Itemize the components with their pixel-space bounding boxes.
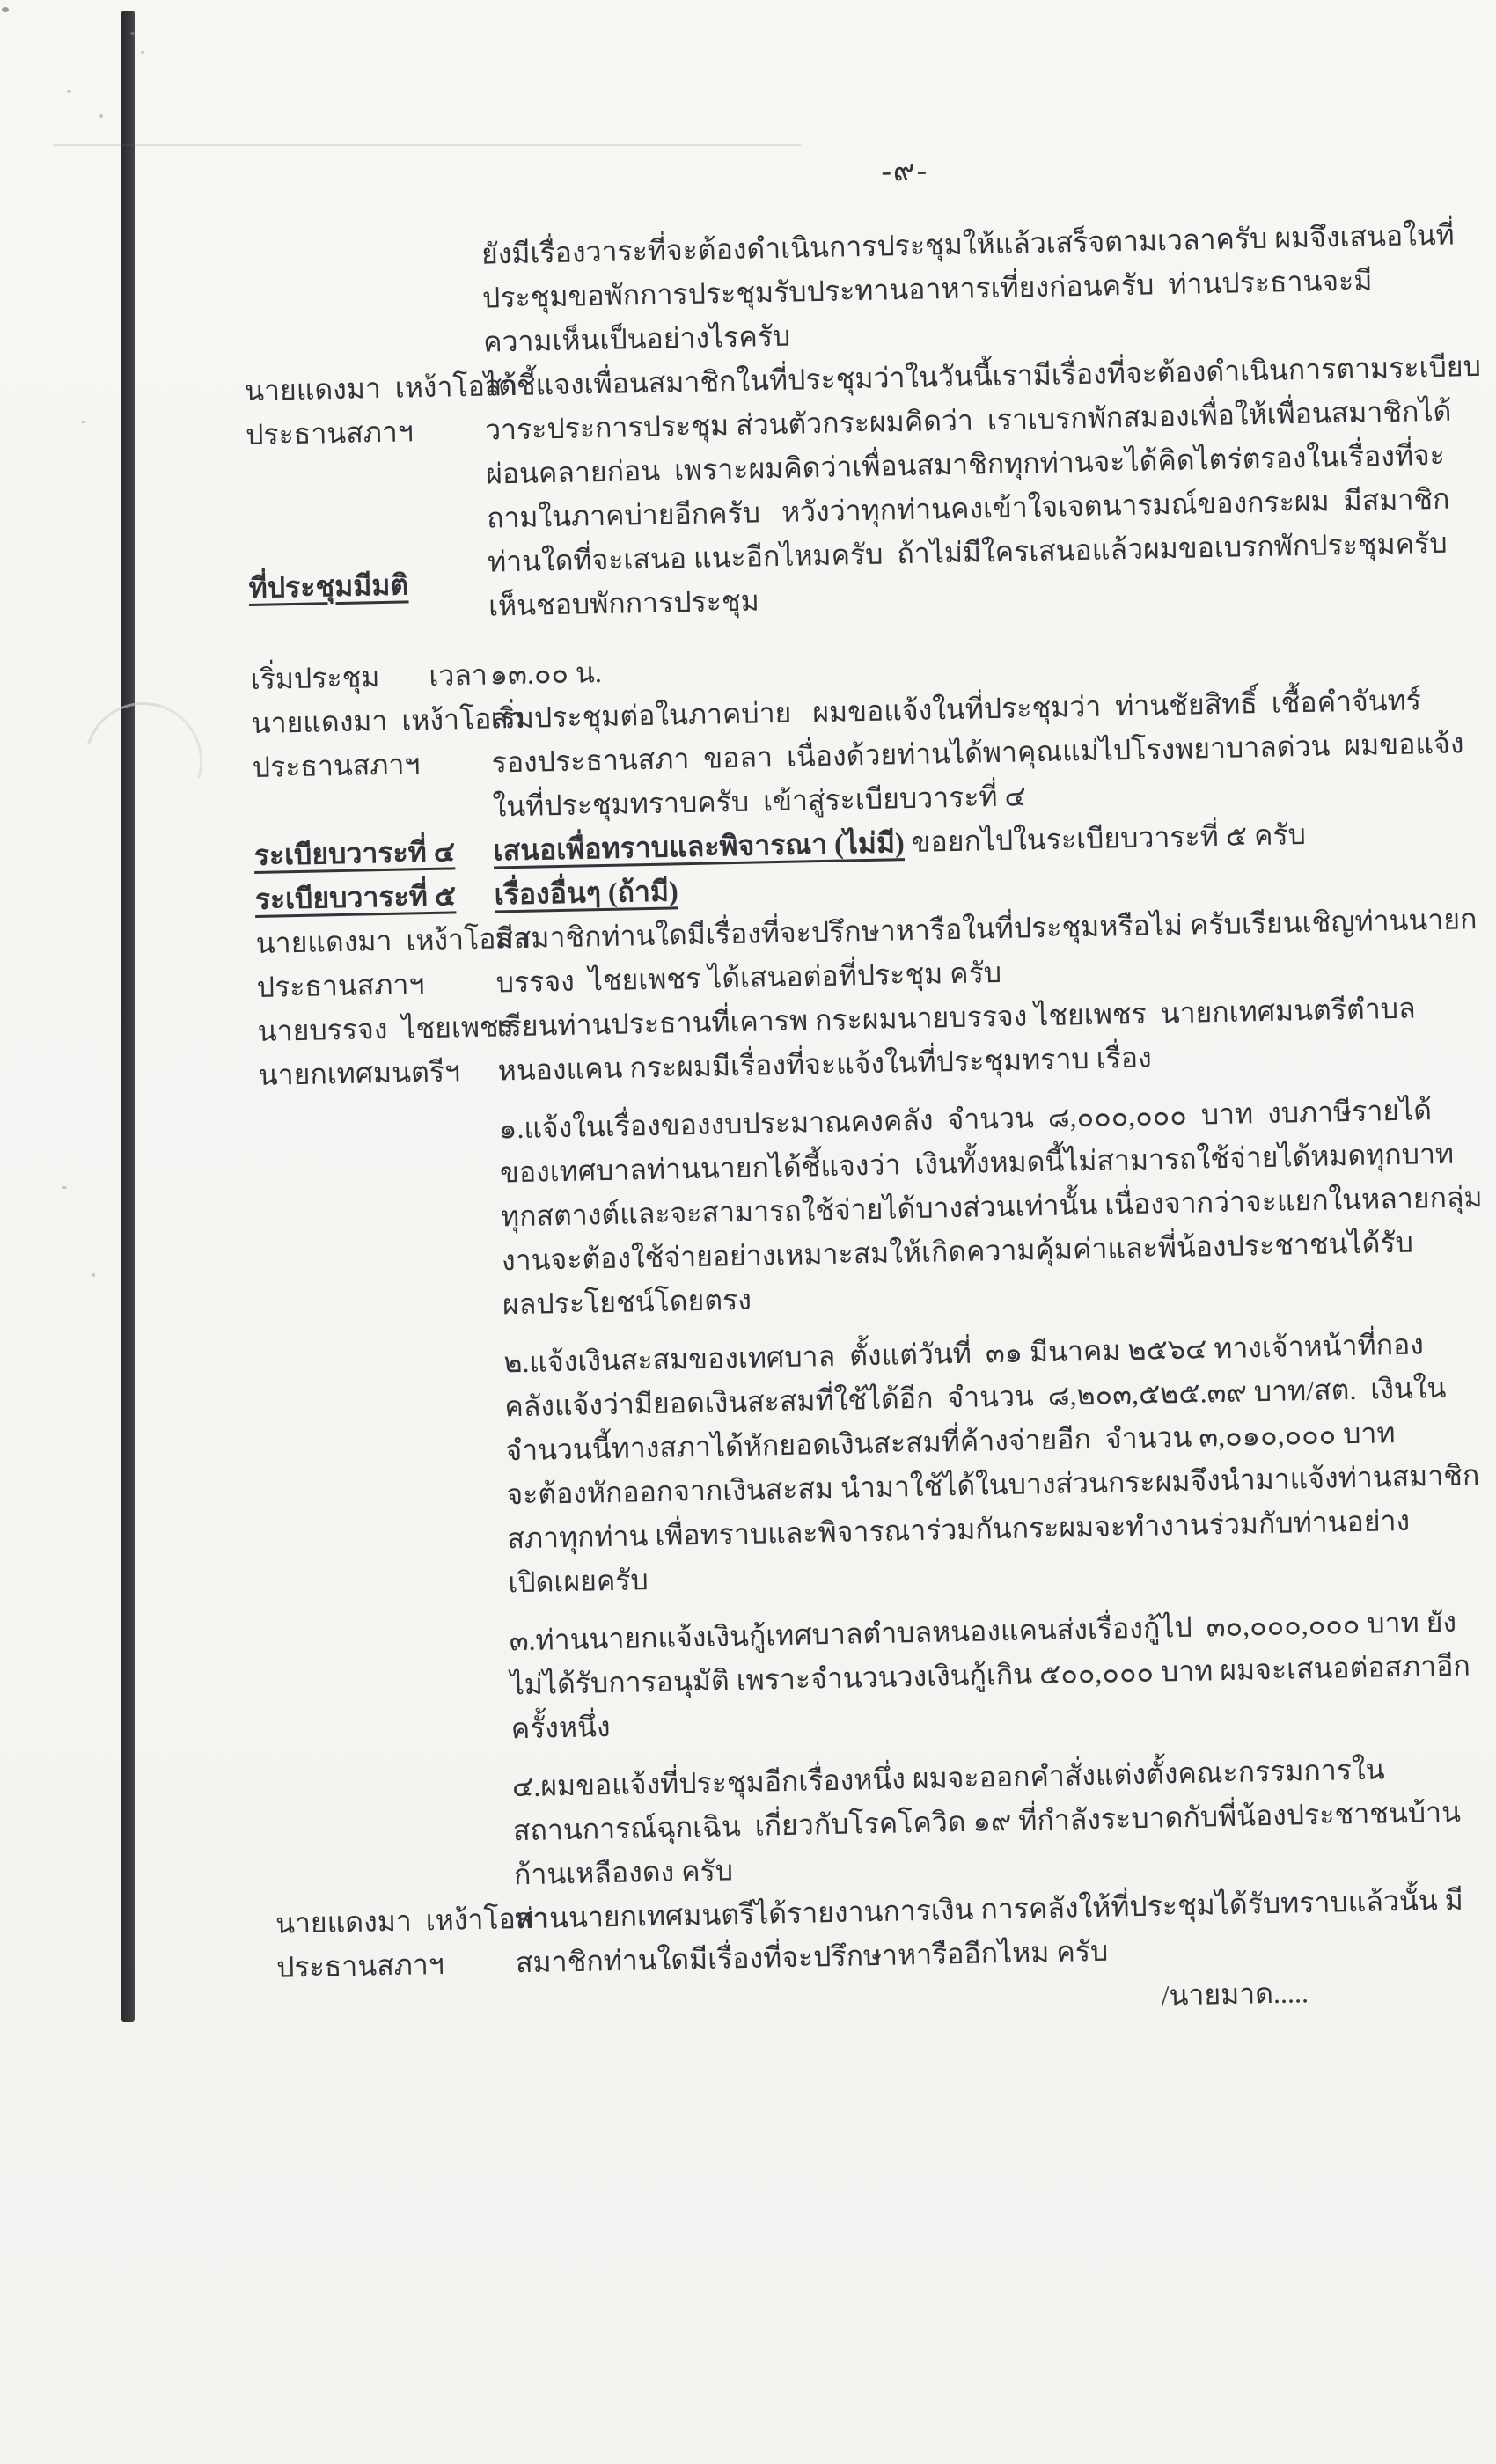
scanner-edge-bar-artifact xyxy=(121,11,135,2022)
continuation-note: /นายมาด..... xyxy=(1161,1976,1309,2012)
document-content xyxy=(240,136,1483,2035)
scan-speck xyxy=(67,90,71,93)
speaker-label xyxy=(242,232,481,237)
scan-speck xyxy=(2,7,9,12)
scan-speck xyxy=(92,1273,95,1277)
entry-text: ๑๓.๐๐ น. xyxy=(489,656,603,691)
scan-speck xyxy=(130,32,135,35)
mayor-point-1-budget xyxy=(260,1089,1483,1331)
speaker-label xyxy=(269,1618,509,1623)
entry-text: เรียนท่านประธานที่เคารพ กระผมนายบรรจง ไชยเพชร นายกเทศมนตรีตำบล หนองแคน กระผมมีเรื่องที่จะแจ้งในที่ประชุมทราบ เรื่อง xyxy=(496,992,1416,1087)
speaker-label xyxy=(260,1106,499,1111)
scan-line-artifact xyxy=(53,144,801,146)
speaker-label xyxy=(273,1764,512,1769)
speaker-label: นายแดงมา เหง้าโอสา ประธานสภาฯ xyxy=(255,921,530,1003)
entry-text: เห็นชอบพักการประชุม xyxy=(488,584,760,622)
entry-text: ๔.ผมขอแจ้งที่ประชุมอีกเรื่องหนึ่ง ผมจะออกคำสั่งแต่งตั้งคณะกรรมการใน สถานการณ์ฉุกเฉิน เกี่ยวกับโรคโควิด ๑๙ ที่กำลังระบาดกับพี่น้องประชาชนบ้าน ก้านเหลืองดง ครับ xyxy=(511,1753,1462,1891)
speaker-label: นายบรรจง ไชยเพชร นายกเทศมนตรีฯ xyxy=(257,1010,515,1091)
scan-speck xyxy=(141,51,144,54)
speaker-label: ที่ประชุมมีมติ xyxy=(248,568,409,605)
mayor-point-3-loan xyxy=(269,1601,1471,1756)
speaker-label: นายแดงมา เหง้าโอสา ประธานสภาฯ xyxy=(275,1902,549,1984)
entry-text: ได้ชี้แจงเพื่อนสมาชิกในที่ประชุมว่าในวันนี้เรามีเรื่องที่จะต้องดำเนินการตามระเบียบ วาระประการประชุม ส่วนตัวกระผมคิดว่า เราเบรกพักสมองเพื่อให้เพื่อนสมาชิกได้ ผ่อนคลายก่อน เพราะผมคิดว่าเพื่อนสมาชิกทุกท่านจะได้คิดไตร่ตรองในเรื่องที่จะ ถามในภาคบ่ายอีกครับ หวังว่าทุกท่านคงเข้าใจเจตนารมณ์ของกระผม มีสมาชิก ท่านใดที่จะเสนอ แนะอีกไหมครับ ถ้าไม่มีใครเสนอแล้วผมขอเบรกพักประชุมครับ xyxy=(483,349,1482,578)
scan-speck xyxy=(81,421,86,423)
para-lunch-recess-proposal xyxy=(242,214,1456,369)
entry-text: เสนอเพื่อทราบและพิจารณา (ไม่มี) ขอยกไปในระเบียบวาระที่ ๕ ครับ xyxy=(493,818,1307,867)
speaker-label: ระเบียบวาระที่ ๔ xyxy=(253,835,456,871)
speaker-chairman-afternoon-open xyxy=(251,678,1464,833)
speaker-chairman-recess-explain xyxy=(244,346,1482,589)
entry-text: เริ่มประชุมต่อในภาคบ่าย ผมขอแจ้งในที่ประชุมว่า ท่านชัยสิทธิ์ เชื้อคำจันทร์ รองประธานสภา ขอลา เนื่องด้วยท่านได้พาคุณแม่ไปโรงพยาบาลด่วน ผมขอแจ้ง ในที่ประชุมทราบครับ เข้าสู่ระเบียบวาระที่ ๔ xyxy=(490,684,1464,823)
scan-speck xyxy=(62,1186,67,1189)
entry-text: ยังมีเรื่องวาระที่จะต้องดำเนินการประชุมให้แล้วเสร็จตามเวลาครับ ผมจึงเสนอในที่ ประชุมขอพักการประชุมรับประทานอาหารเที่ยงก่อนครับ ท่านประธานจะมี ความเห็นเป็นอย่างไรครับ xyxy=(480,218,1456,358)
mayor-point-4-covid-committee xyxy=(273,1747,1462,1902)
entry-text: ๒.แจ้งเงินสะสมของเทศบาล ตั้งแต่วันที่ ๓๑ มีนาคม ๒๕๖๔ ทางเจ้าหน้าที่กอง คลังแจ้งว่ามียอดเงินสะสมที่ใช้ได้อีก จำนวน ๘,๒๐๓,๕๒๕.๓๙ บาท/สต. เงินใน จำนวนนี้ทางสภาได้หักยอดเงินสะสมที่ค้างจ่ายอีก จำนวน ๓,๐๑๐,๐๐๐ บาท จะต้องหักออกจากเงินสะสม นำมาใช้ได้ในบางส่วนกระผมจึงนำมาแจ้งท่านสมาชิก สภาทุกท่าน เพื่อทราบและพิจารณาร่วมกันกระผมจะทำงานร่วมกับท่านอย่าง เปิดเผยครับ xyxy=(503,1328,1480,1599)
speaker-label: นายแดงมา เหง้าโอสา ประธานสภาฯ xyxy=(244,369,518,451)
entry-text: มีสมาชิกท่านใดมีเรื่องที่จะปรึกษาหารือในที่ประชุมหรือไม่ ครับเรียนเชิญท่านนายก บรรจง ไชยเพชร ได้เสนอต่อที่ประชุม ครับ xyxy=(495,903,1478,999)
minutes-rows xyxy=(242,214,1483,1989)
scan-speck xyxy=(99,114,103,118)
entry-text: ๓.ท่านนายกแจ้งเงินกู้เทศบาลตำบลหนองแคนส่งเรื่องกู้ไป ๓๐,๐๐๐,๐๐๐ บาท ยัง ไม่ได้รับการอนุมัติ เพราะจำนวนวงเงินกู้เกิน ๕๐๐,๐๐๐ บาท ผมจะเสนอต่อสภาอีก ครั้งหนึ่ง xyxy=(509,1605,1471,1745)
speaker-label xyxy=(264,1340,503,1345)
entry-text: ท่านนายกเทศมนตรีได้รายงานการเงิน การคลังให้ที่ประชุมได้รับทราบแล้วนั้น มี สมาชิกท่านใดมีเรื่องที่จะปรึกษาหารืออีกไหม ครับ xyxy=(514,1883,1464,1979)
speaker-label: ระเบียบวาระที่ ๕ xyxy=(254,879,457,915)
speaker-label: นายแดงมา เหง้าโอสา ประธานสภาฯ xyxy=(251,701,525,783)
scan-circle-artifact xyxy=(63,681,223,840)
entry-text: ๑.แจ้งในเรื่องของงบประมาณคงคลัง จำนวน ๘,๐๐๐,๐๐๐ บาท งบภาษีรายได้ ของเทศบาลท่านนายกได้ชี้แจงว่า เงินทั้งหมดนี้ไม่สามารถใช้จ่ายได้หมดทุกบาท ทุกสตางต์และจะสามารถใช้จ่ายได้บางส่วนเท่านั้น เนื่องจากว่าจะแยกในหลายกลุ่ม งานจะต้องใช้จ่ายอย่างเหมาะสมให้เกิดความคุ้มค่าและพี่น้องประชาชนได้รับ ผลประโยชน์โดยตรง xyxy=(498,1094,1483,1321)
entry-text: เรื่องอื่นๆ (ถ้ามี) xyxy=(494,875,679,911)
page-number: -๙- xyxy=(881,154,929,188)
speaker-label: เริ่มประชุม เวลา xyxy=(250,658,488,696)
mayor-point-2-accumulated-funds xyxy=(264,1323,1480,1610)
